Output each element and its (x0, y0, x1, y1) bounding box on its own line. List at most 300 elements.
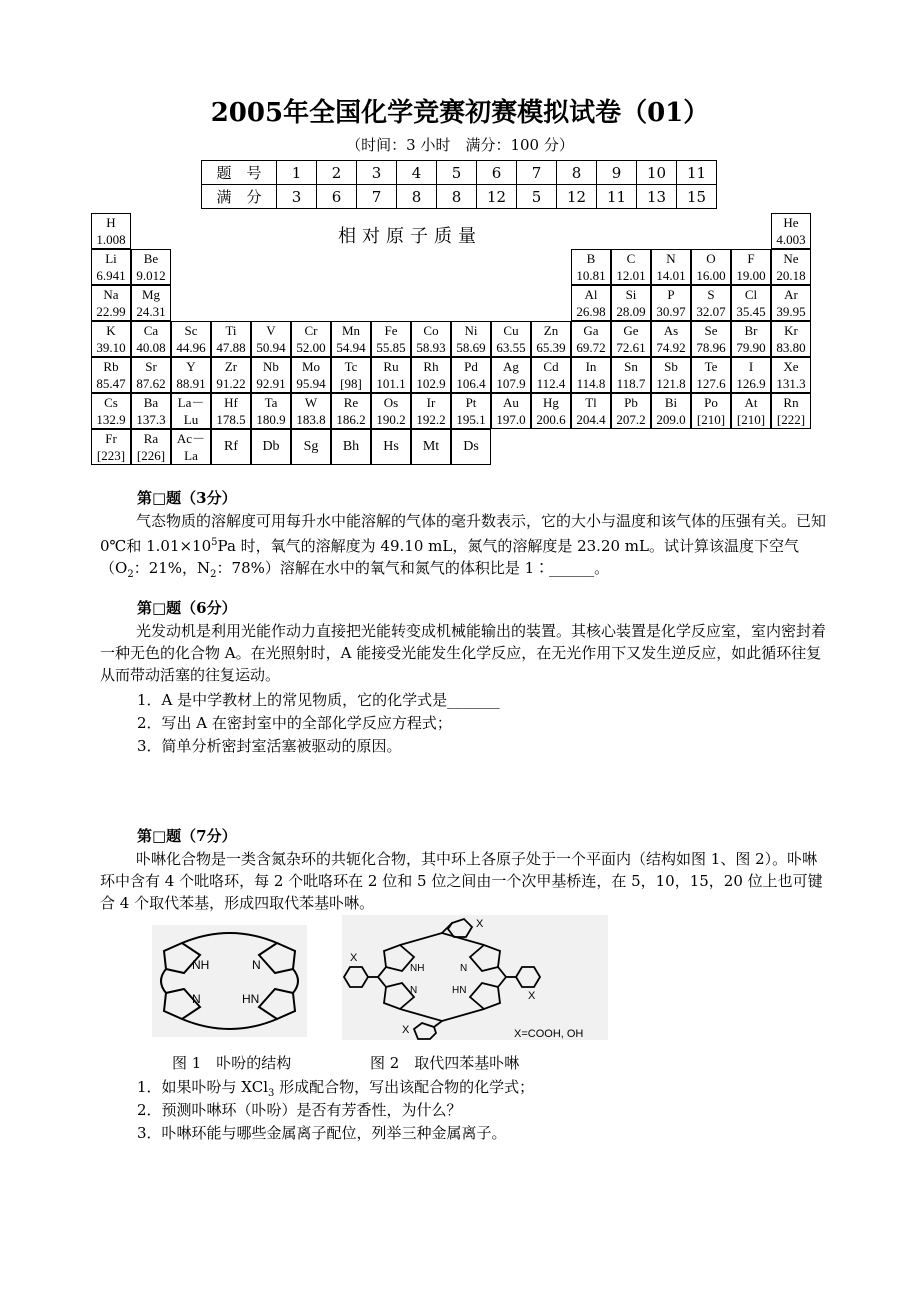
element-atomic-mass: 55.85 (376, 340, 406, 355)
question-number: 4 (397, 161, 437, 185)
element-atomic-mass: 26.98 (576, 304, 606, 319)
element-cell (291, 393, 331, 429)
element-symbol: Rb (103, 359, 119, 374)
n-label: N (460, 963, 468, 974)
element-symbol: Nb (263, 359, 279, 374)
element-symbol: In (585, 359, 597, 374)
element-cell (331, 321, 371, 357)
element-cell (411, 393, 451, 429)
element-cell (651, 393, 691, 429)
element-symbol: B (586, 251, 596, 266)
element-symbol: Te (704, 359, 718, 374)
element-symbol: V (266, 323, 276, 338)
q1-text-part: 气态物质的溶解度可用每升水中能溶解的气体的毫升数表示，它的大小与温度和该气体的压强有关。已知 0℃和 1.01×10 (100, 512, 827, 555)
element-atomic-mass: 197.0 (496, 412, 526, 427)
element-symbol: Be (143, 251, 159, 266)
periodic-table-title: 相对原子质量 (338, 226, 482, 247)
element-atomic-mass: 52.00 (296, 340, 326, 355)
element-symbol: Hg (543, 395, 559, 410)
element-cell (491, 321, 531, 357)
element-atomic-mass: 14.01 (656, 268, 686, 283)
pyrrole-ring (259, 989, 295, 1019)
element-atomic-mass: 22.99 (96, 304, 126, 319)
question-number: 8 (557, 161, 597, 185)
hn-label: HN (242, 992, 260, 1006)
element-atomic-mass: 88.91 (176, 376, 206, 391)
element-symbol: Kr (784, 323, 798, 338)
element-symbol: Rn (783, 395, 799, 410)
element-cell (331, 357, 371, 393)
score-table (201, 160, 717, 209)
element-cell (771, 285, 811, 321)
pyrrole-ring (470, 945, 500, 971)
element-cell (211, 393, 251, 429)
element-symbol: Bh (342, 439, 360, 454)
element-cell (91, 321, 131, 357)
q1-subscript: 2 (127, 569, 134, 580)
element-cell (451, 321, 491, 357)
question-1-text (100, 510, 830, 586)
figure-2-caption: 图 2 取代四苯基卟啉 (370, 1054, 520, 1072)
element-cell (531, 321, 571, 357)
element-symbol: Mn (341, 323, 361, 338)
methine-bridge (498, 967, 506, 987)
element-atomic-mass: 65.39 (536, 340, 566, 355)
element-atomic-mass: 47.88 (216, 340, 246, 355)
q3-item1-subscript: 3 (268, 1088, 275, 1099)
element-cell (291, 429, 331, 465)
methine-bridge (161, 969, 166, 993)
element-cell (731, 357, 771, 393)
methine-bridge (400, 1009, 484, 1021)
full-score: 5 (517, 185, 557, 209)
element-atomic-mass: 83.80 (776, 340, 806, 355)
element-atomic-mass: 204.4 (576, 412, 606, 427)
element-cell (731, 249, 771, 285)
element-cell (371, 429, 411, 465)
element-atomic-mass: 195.1 (456, 412, 486, 427)
pyrrole-ring (259, 943, 295, 973)
element-symbol: Fr (105, 431, 117, 446)
element-symbol: Mo (301, 359, 321, 374)
element-atomic-mass: 180.9 (256, 412, 286, 427)
tetraphenylporphyrin-figure (342, 915, 608, 1040)
full-score-row (202, 185, 717, 209)
element-symbol: Zr (224, 359, 238, 374)
full-score: 8 (397, 185, 437, 209)
q1-superscript: 5 (211, 537, 218, 548)
element-cell (371, 321, 411, 357)
element-symbol: As (663, 323, 679, 338)
element-symbol: Pd (464, 359, 478, 374)
element-atomic-mass: 85.47 (96, 376, 126, 391)
element-cell (691, 357, 731, 393)
full-score: 13 (637, 185, 677, 209)
element-symbol: Cr (304, 323, 318, 338)
element-symbol: Ca (143, 323, 159, 338)
element-symbol: Rh (423, 359, 439, 374)
element-atomic-mass: 190.2 (376, 412, 406, 427)
element-symbol: C (626, 251, 636, 266)
element-cell (451, 393, 491, 429)
element-atomic-mass: La (184, 448, 198, 463)
methine-bridge (293, 969, 298, 993)
element-symbol: Pt (465, 395, 477, 410)
element-atomic-mass: 28.09 (616, 304, 646, 319)
element-atomic-mass: 121.8 (656, 376, 686, 391)
full-score: 12 (477, 185, 517, 209)
element-symbol: Y (186, 359, 196, 374)
element-symbol: La－ (177, 395, 205, 410)
n-label: N (252, 958, 261, 972)
question-number: 10 (637, 161, 677, 185)
n-label: N (410, 985, 418, 996)
full-score: 7 (357, 185, 397, 209)
element-cell (611, 393, 651, 429)
exam-subtitle: （时间：3 小时 满分：100 分） (346, 136, 574, 154)
element-cell (651, 285, 691, 321)
element-atomic-mass: 6.941 (96, 268, 126, 283)
q3-item1-part: 1．如果卟吩与 XCl (137, 1078, 269, 1096)
element-cell (131, 321, 171, 357)
element-symbol: P (667, 287, 675, 302)
element-cell (771, 213, 811, 249)
element-cell (771, 393, 811, 429)
element-atomic-mass: 20.18 (776, 268, 806, 283)
element-symbol: Db (262, 439, 280, 454)
element-atomic-mass: [223] (96, 448, 126, 463)
element-atomic-mass: 87.62 (136, 376, 166, 391)
row-label: 题 号 (202, 161, 277, 185)
full-score: 8 (437, 185, 477, 209)
element-cell (611, 357, 651, 393)
question-1-heading: 第□题（3分） (137, 489, 237, 507)
element-symbol: K (106, 323, 116, 338)
hn-label: HN (452, 985, 467, 996)
element-atomic-mass: 95.94 (296, 376, 326, 391)
element-atomic-mass: 72.61 (616, 340, 646, 355)
element-symbol: Ra (143, 431, 159, 446)
element-cell (371, 357, 411, 393)
pyrrole-ring (470, 983, 500, 1009)
element-atomic-mass: 192.2 (416, 412, 446, 427)
element-atomic-mass: 58.93 (416, 340, 446, 355)
element-symbol: Sn (624, 359, 638, 374)
element-atomic-mass: Lu (183, 412, 199, 427)
element-cell (171, 321, 211, 357)
element-atomic-mass: 9.012 (136, 268, 166, 283)
element-cell (611, 285, 651, 321)
question-3-item-2: 2．预测卟啉环（卟吩）是否有芳香性，为什么？ (137, 1101, 462, 1119)
element-cell (131, 285, 171, 321)
element-symbol: Hs (383, 439, 399, 454)
element-cell (491, 357, 531, 393)
element-cell (131, 249, 171, 285)
question-number: 6 (477, 161, 517, 185)
element-symbol: Sb (664, 359, 678, 374)
element-symbol: Ti (225, 323, 237, 338)
element-symbol: Bi (664, 395, 678, 410)
element-symbol: Cu (503, 323, 519, 338)
phenyl-ring (516, 967, 540, 987)
element-atomic-mass: 79.90 (736, 340, 766, 355)
element-atomic-mass: 183.8 (296, 412, 326, 427)
phenyl-ring (414, 1023, 436, 1039)
question-number: 1 (277, 161, 317, 185)
element-cell (411, 429, 451, 465)
nh-label: NH (410, 963, 425, 974)
methine-bridge (378, 967, 386, 987)
phenyl-ring (344, 967, 368, 987)
element-atomic-mass: 91.22 (216, 376, 246, 391)
q1-subscript: 2 (210, 569, 217, 580)
element-symbol: Hf (224, 395, 238, 410)
question-number: 5 (437, 161, 477, 185)
element-symbol: Ni (464, 323, 478, 338)
question-number: 9 (597, 161, 637, 185)
methine-bridge (182, 1019, 277, 1029)
element-cell (611, 321, 651, 357)
element-symbol: I (748, 359, 754, 374)
question-number-row (202, 161, 717, 185)
x-label: X (402, 1024, 410, 1036)
element-cell (771, 357, 811, 393)
element-atomic-mass: 209.0 (656, 412, 686, 427)
element-symbol: N (666, 251, 676, 266)
element-atomic-mass: 58.69 (456, 340, 486, 355)
element-cell (251, 357, 291, 393)
methine-bridge (182, 933, 277, 943)
element-atomic-mass: 35.45 (736, 304, 766, 319)
element-cell (451, 357, 491, 393)
q1-text-part: Pa 时，氧气的溶解度为 49.10 mL，氮气的溶解度是 23.20 mL。试计算该温度下空气（O (100, 537, 799, 577)
question-2-item-1: 1．A 是中学教材上的常见物质，它的化学式是_______ (137, 691, 500, 709)
substituent-note: X=COOH, OH (514, 1028, 584, 1040)
phenyl-ring (448, 919, 472, 937)
nh-label: NH (192, 958, 210, 972)
q1-text-part: ：21%，N (133, 559, 211, 577)
element-symbol: Os (383, 395, 399, 410)
element-symbol: Al (584, 287, 598, 302)
full-score: 11 (597, 185, 637, 209)
element-cell (771, 249, 811, 285)
element-symbol: H (106, 215, 116, 230)
element-cell (531, 393, 571, 429)
element-atomic-mass: 30.97 (656, 304, 686, 319)
element-symbol: Co (423, 323, 439, 338)
element-atomic-mass: 74.92 (656, 340, 686, 355)
element-atomic-mass: [226] (136, 448, 166, 463)
element-cell (651, 357, 691, 393)
element-atomic-mass: 92.91 (256, 376, 286, 391)
element-cell (731, 393, 771, 429)
element-symbol: Pb (624, 395, 638, 410)
element-atomic-mass: 44.96 (176, 340, 206, 355)
element-atomic-mass: 39.95 (776, 304, 806, 319)
element-atomic-mass: 118.7 (616, 376, 646, 391)
element-atomic-mass: 32.07 (696, 304, 726, 319)
element-cell (691, 393, 731, 429)
element-symbol: Cl (744, 287, 758, 302)
element-symbol: Si (625, 287, 637, 302)
element-atomic-mass: 39.10 (96, 340, 126, 355)
element-cell (291, 357, 331, 393)
element-atomic-mass: [210] (696, 412, 726, 427)
element-cell (571, 357, 611, 393)
element-symbol: Fe (384, 323, 398, 338)
element-symbol: F (747, 251, 755, 266)
element-cell (211, 357, 251, 393)
element-symbol: Ru (383, 359, 399, 374)
element-cell (411, 357, 451, 393)
element-cell (691, 249, 731, 285)
element-cell (91, 429, 131, 465)
element-atomic-mass: 78.96 (696, 340, 726, 355)
element-atomic-mass: 12.01 (616, 268, 646, 283)
element-symbol: Mt (422, 439, 440, 454)
element-atomic-mass: 102.9 (416, 376, 446, 391)
element-atomic-mass: 132.9 (96, 412, 126, 427)
element-atomic-mass: 50.94 (256, 340, 286, 355)
element-cell (331, 429, 371, 465)
element-cell (731, 321, 771, 357)
element-cell (571, 285, 611, 321)
element-cell (171, 393, 211, 429)
element-atomic-mass: 63.55 (496, 340, 526, 355)
element-cell (131, 429, 171, 465)
element-atomic-mass: 178.5 (216, 412, 246, 427)
element-symbol: O (706, 251, 716, 266)
question-3-item-1 (137, 1076, 534, 1099)
row-label: 满 分 (202, 185, 277, 209)
element-cell (731, 285, 771, 321)
element-symbol: Zn (543, 323, 559, 338)
element-symbol: At (744, 395, 758, 410)
element-cell (491, 393, 531, 429)
element-cell (571, 249, 611, 285)
element-cell (131, 393, 171, 429)
x-label: X (476, 918, 484, 930)
x-label: X (528, 990, 536, 1002)
element-symbol: He (783, 215, 799, 230)
question-2-item-2: 2．写出 A 在密封室中的全部化学反应方程式； (137, 714, 452, 732)
element-atomic-mass: 112.4 (536, 376, 566, 391)
element-atomic-mass: 54.94 (336, 340, 366, 355)
element-symbol: Xe (783, 359, 799, 374)
n-label: N (192, 992, 201, 1006)
element-symbol: Ba (143, 395, 159, 410)
x-label: X (350, 952, 358, 964)
element-cell (171, 357, 211, 393)
element-atomic-mass: 107.9 (496, 376, 526, 391)
element-symbol: Br (744, 323, 758, 338)
element-cell (91, 285, 131, 321)
element-symbol: Au (503, 395, 519, 410)
element-atomic-mass: 207.2 (616, 412, 646, 427)
element-symbol: Sr (145, 359, 157, 374)
element-cell (211, 321, 251, 357)
element-symbol: Cs (104, 395, 118, 410)
question-2-text: 光发动机是利用光能作动力直接把光能转变成机械能输出的装置。其核心装置是化学反应室，室内密封着一种无色的化合物 A。在光照射时，A 能接受光能发生化学反应，在无光作用下又发生逆反应，如此循环往复从而带动活塞的往复运动。 (100, 622, 827, 684)
full-score: 6 (317, 185, 357, 209)
element-symbol: Mg (141, 287, 161, 302)
element-cell (371, 393, 411, 429)
element-symbol: Tl (585, 395, 597, 410)
porphine-structure-figure (152, 925, 307, 1037)
q1-text-part: ：78%）溶解在水中的氧气和氮气的体积比是 1∶______。 (216, 559, 610, 577)
element-symbol: Po (704, 395, 718, 410)
element-symbol: Ir (426, 395, 436, 410)
element-symbol: Ar (784, 287, 798, 302)
element-symbol: W (304, 395, 318, 410)
full-score: 15 (677, 185, 717, 209)
element-symbol: Ga (583, 323, 599, 338)
q3-item1-part: 形成配合物，写出该配合物的化学式； (274, 1078, 535, 1096)
element-cell (531, 357, 571, 393)
question-2-heading: 第□题（6分） (137, 599, 237, 617)
element-symbol: S (707, 287, 715, 302)
question-2-item-3: 3．简单分析密封室活塞被驱动的原因。 (137, 737, 402, 755)
element-atomic-mass: 126.9 (736, 376, 766, 391)
element-cell (251, 321, 291, 357)
element-symbol: Ds (463, 439, 479, 454)
question-3-text: 卟啉化合物是一类含氮杂环的共轭化合物，其中环上各原子处于一个平面内（结构如图 1、图 2）。卟啉环中含有 4 个吡咯环，每 2 个吡咯环在 2 位和 5 位之间由一个次甲基桥连，在 5，10，15，20 位上也可键合 4 个取代苯基，形成四取代苯基卟啉。 (100, 850, 823, 912)
question-3-item-3: 3．卟啉环能与哪些金属离子配位，列举三种金属离子。 (137, 1124, 507, 1142)
element-cell (331, 393, 371, 429)
element-cell (91, 357, 131, 393)
element-cell (571, 393, 611, 429)
element-atomic-mass: 16.00 (696, 268, 726, 283)
element-cell (771, 321, 811, 357)
element-cell (691, 285, 731, 321)
element-cell (291, 321, 331, 357)
element-atomic-mass: 114.8 (576, 376, 606, 391)
element-cell (211, 429, 251, 465)
question-number: 2 (317, 161, 357, 185)
element-cell (651, 249, 691, 285)
element-symbol: Li (105, 251, 117, 266)
element-atomic-mass: 69.72 (576, 340, 606, 355)
element-atomic-mass: 186.2 (336, 412, 366, 427)
question-3-heading: 第□题（7分） (137, 827, 237, 845)
element-cell (91, 249, 131, 285)
element-atomic-mass: 131.3 (776, 376, 806, 391)
figure-1-caption: 图 1 卟吩的结构 (172, 1054, 292, 1072)
element-cell (651, 321, 691, 357)
element-atomic-mass: [210] (736, 412, 766, 427)
page-title: 2005年全国化学竞赛初赛模拟试卷（01） (210, 98, 710, 128)
element-atomic-mass: 200.6 (536, 412, 566, 427)
element-symbol: Ge (623, 323, 639, 338)
element-symbol: Ac－ (176, 431, 206, 446)
element-atomic-mass: 19.00 (736, 268, 766, 283)
element-atomic-mass: 101.1 (376, 376, 406, 391)
element-atomic-mass: 137.3 (136, 412, 166, 427)
element-atomic-mass: 10.81 (576, 268, 606, 283)
question-number: 7 (517, 161, 557, 185)
element-cell (91, 213, 131, 249)
element-cell (411, 321, 451, 357)
element-symbol: Sc (184, 323, 198, 338)
element-atomic-mass: [98] (340, 376, 362, 391)
question-number: 11 (677, 161, 717, 185)
element-atomic-mass: 1.008 (96, 232, 126, 247)
element-symbol: Sg (303, 439, 319, 454)
element-cell (131, 357, 171, 393)
element-symbol: Rf (224, 439, 238, 454)
element-symbol: Cd (543, 359, 559, 374)
element-atomic-mass: 40.08 (136, 340, 166, 355)
